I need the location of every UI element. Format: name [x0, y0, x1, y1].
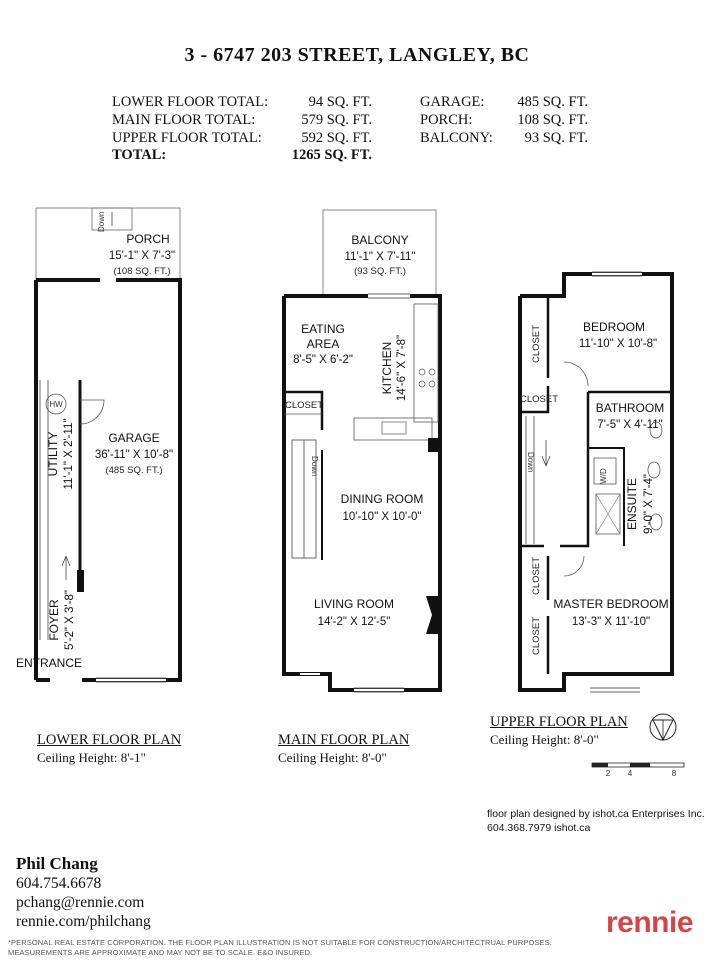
porch-dims: 15'-1" X 7'-3" — [108, 250, 176, 262]
fireplace — [426, 596, 440, 634]
disclaimer-line-2: MEASUREMENTS ARE APPROXIMATE AND MAY NOT BE TO SCALE. E&O INSURED. — [8, 948, 313, 957]
ensuite-name: ENSUITE — [625, 477, 639, 531]
lower-total-label: LOWER FLOOR TOTAL: — [112, 94, 269, 110]
eating-name-2: AREA — [306, 337, 340, 351]
ensuite-dims: 9'-0" X 7'-4" — [643, 474, 655, 534]
living-dims: 14'-2" X 12'-5" — [317, 616, 391, 628]
designer-line-2: 604.368.7979 ishot.ca — [487, 822, 591, 834]
lower-plan-label: LOWER FLOOR PLAN — [37, 732, 182, 748]
bedroom-dims: 11'-10" X 10'-8" — [578, 338, 658, 350]
kitchen-dims: 14'-6" X 7'-8" — [396, 334, 408, 402]
bedroom-door-swing — [564, 362, 588, 386]
utility-door-swing — [80, 400, 104, 424]
porch-name: PORCH — [126, 232, 170, 246]
agent-name: Phil Chang — [16, 854, 98, 873]
foyer-dims: 5'-2" X 3'-8" — [64, 590, 76, 650]
upper-closet-1: CLOSET — [531, 324, 542, 364]
lower-ceiling: Ceiling Height: 8'-1" — [37, 750, 146, 765]
porch-area: (108 SQ. FT.) — [113, 266, 171, 277]
master-door-swing — [564, 556, 584, 576]
balcony-total-value: 93 SQ. FT. — [524, 130, 588, 146]
upper-total-label: UPPER FLOOR TOTAL: — [112, 130, 262, 146]
agent-website[interactable]: rennie.com/philchang — [16, 913, 151, 930]
master-dims: 13'-3" X 11'-10" — [571, 616, 651, 628]
main-floor-plan — [284, 210, 440, 692]
bathroom-dims: 7'-5" X 4'-11" — [597, 419, 663, 431]
hw-text: HW — [49, 400, 63, 409]
agent-phone[interactable]: 604.754.6678 — [16, 875, 102, 892]
main-closet-text: CLOSET — [284, 400, 324, 411]
garage-area: (485 SQ. FT.) — [105, 465, 163, 476]
porch-total-value: 108 SQ. FT. — [517, 112, 588, 128]
wd-text: W/D — [599, 468, 608, 484]
scale-bar — [592, 763, 684, 778]
designer-line-1: floor plan designed by ishot.ca Enterprises Inc. — [487, 808, 705, 820]
main-plan-label: MAIN FLOOR PLAN — [278, 732, 410, 748]
foyer-name: FOYER — [47, 599, 61, 641]
main-ceiling: Ceiling Height: 8'-0" — [278, 750, 387, 765]
scale-tick-2: 2 — [605, 769, 611, 778]
porch-down-text: Down — [97, 211, 106, 232]
scale-tick-4: 4 — [627, 769, 633, 778]
dining-name: DINING ROOM — [340, 492, 424, 506]
garage-total-label: GARAGE: — [420, 94, 485, 110]
kitchen-sink — [382, 422, 406, 434]
entrance-label: ENTRANCE — [16, 656, 83, 670]
balcony-area: (93 SQ. FT.) — [354, 266, 406, 277]
utility-name: UTILITY — [46, 431, 60, 477]
kitchen-name: KITCHEN — [380, 341, 394, 395]
main-closet-wall — [284, 392, 322, 430]
compass-icon — [650, 714, 676, 740]
balcony-dims: 11'-1" X 7'-11" — [344, 251, 416, 263]
bathroom-name: BATHROOM — [595, 401, 665, 415]
upper-closet-3: CLOSET — [531, 556, 542, 596]
kitchen-island — [354, 418, 432, 440]
upper-down-text: Down — [526, 452, 535, 473]
master-name: MASTER BEDROOM — [553, 597, 669, 611]
eating-dims: 8'-5" X 6'-2" — [293, 354, 353, 366]
bedroom-name: BEDROOM — [582, 320, 646, 334]
main-total-label: MAIN FLOOR TOTAL: — [112, 112, 256, 128]
garage-name: GARAGE — [108, 431, 160, 445]
living-name: LIVING ROOM — [313, 597, 395, 611]
interior-column — [77, 570, 84, 592]
balcony-total-label: BALCONY: — [420, 130, 493, 146]
porch-total-label: PORCH: — [420, 112, 473, 128]
upper-ceiling: Ceiling Height: 8'-0" — [490, 732, 599, 747]
agent-email[interactable]: pchang@rennie.com — [16, 894, 145, 911]
dining-dims: 10'-10" X 10'-0" — [342, 511, 422, 523]
property-title: 3 - 6747 203 STREET, LANGLEY, BC — [184, 44, 530, 66]
grand-total-value: 1265 SQ. FT. — [291, 147, 372, 163]
stove-burners — [419, 369, 435, 387]
rennie-logo: rennie — [606, 906, 694, 939]
lower-floor-plan — [16, 208, 180, 682]
eating-name-1: EATING — [301, 322, 345, 336]
upper-floor-plan — [520, 272, 672, 692]
upper-closet-4: CLOSET — [531, 616, 542, 656]
scale-tick-8: 8 — [671, 769, 677, 778]
upper-plan-label: UPPER FLOOR PLAN — [490, 714, 628, 730]
main-column — [428, 438, 438, 452]
balcony-name: BALCONY — [351, 233, 409, 247]
upper-total-value: 592 SQ. FT. — [301, 130, 372, 146]
upper-stairs — [526, 416, 550, 544]
disclaimer-line-1: *PERSONAL REAL ESTATE CORPORATION. THE FLOOR PLAN ILLUSTRATION IS NOT SUITABLE FOR CONSTRUCTION/ARCHITECTRUAL PURPOSES. — [8, 938, 552, 947]
garage-total-value: 485 SQ. FT. — [517, 94, 588, 110]
grand-total-label: TOTAL: — [112, 147, 167, 163]
garage-dims: 36'-11" X 10'-8" — [94, 449, 174, 461]
main-total-value: 579 SQ. FT. — [301, 112, 372, 128]
kitchen-counter — [414, 304, 438, 422]
lower-total-value: 94 SQ. FT. — [308, 94, 372, 110]
main-down-text: Down — [310, 456, 319, 477]
utility-dims: 11'-1" X 2'-11" — [63, 418, 75, 490]
upper-closet-2: CLOSET — [519, 394, 559, 405]
